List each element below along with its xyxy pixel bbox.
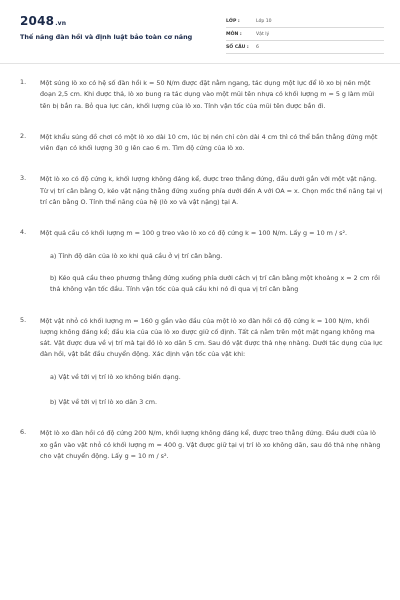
sub-question: a) Vật về tới vị trí lò xo không biến dạng. <box>50 372 181 381</box>
header-divider <box>0 63 400 64</box>
page-header <box>0 0 400 62</box>
meta-value: 6 <box>256 45 259 50</box>
meta-row-subject <box>226 30 384 41</box>
question-number: 1. <box>20 78 27 86</box>
question-number: 6. <box>20 428 27 437</box>
logo-main: 2048 <box>20 14 55 28</box>
question-item <box>20 174 384 208</box>
question-number: 4. <box>20 228 27 237</box>
sub-question: b) Vật về tới vị trí lò xo dãn 3 cm. <box>50 398 158 407</box>
question-number: 5. <box>20 315 27 324</box>
meta-value: Vật lý <box>256 32 270 37</box>
meta-label: SỐ CÂU : <box>226 45 249 50</box>
question-item <box>20 132 384 155</box>
meta-row-question-count <box>226 43 384 54</box>
question-list <box>20 78 384 482</box>
sub-question: b) Kéo quả cầu theo phương thẳng đứng xuống phía dưới cách vị trí cân bằng một khoảng x = 2 cm rồi thả không vận tốc đầu. Tính vận tốc của quả cầu khi nó đi qua vị trí cân bằng <box>50 273 380 294</box>
question-text: Một khẩu súng đồ chơi có một lò xo dài 10 cm, lúc bị nén chỉ còn dài 4 cm thì có thể bắn thẳng đứng một viên đạn có khối lượng 30 g lên cao 6 m. Tìm độ cứng của lò xo. <box>40 132 378 153</box>
meta-label: MÔN : <box>226 32 242 37</box>
question-item <box>20 228 384 295</box>
question-number: 2. <box>20 131 27 140</box>
sub-question: a) Tính độ dãn của lò xo khi quả cầu ở vị trí cân bằng. <box>50 251 223 260</box>
question-number: 3. <box>20 174 27 183</box>
question-text: Một quả cầu có khối lượng m = 100 g treo vào lò xo có độ cứng k = 100 N/m. Lấy g = 10 m / s². <box>40 229 348 238</box>
meta-value: Lớp 10 <box>256 19 272 24</box>
question-item <box>20 316 384 409</box>
question-text: Một vật nhỏ có khối lượng m = 160 g gắn vào đầu của một lò xo đàn hồi có độ cứng k = 100 N/m, khối lượng không đáng kể; đầu kia của của lò xo được giữ cố định. Tất cả nằm trên một mặt ngang không ma sát. Vật được đưa về vị trí mà tại đó lò xo dãn 5 cm. Sau đó vật được thả nhẹ nhàng. Dưới tác dụng của lực đàn hồi, vật bắt đầu chuyển động. Xác định vận tốc của vật khi: <box>40 316 383 359</box>
question-item <box>20 78 384 112</box>
question-text: Một lò xo có độ cứng k, khối lượng không đáng kể, được treo thẳng đứng, đầu dưới gắn với một vật nặng. Từ vị trí cân bằng O, kéo vật nặng thẳng đứng xuống phía dưới đến A với OA = x. Chọn mốc thế năng tại vị trí cân bằng O. Tính thế năng của hệ (lò xo và vật nặng) tại A. <box>40 175 383 207</box>
question-item <box>20 428 384 462</box>
logo-suffix: .vn <box>55 20 67 27</box>
meta-label: LỚP : <box>226 19 240 24</box>
document-title: Thế năng đàn hồi và định luật bảo toàn cơ năng <box>20 33 193 41</box>
question-text: Một súng lò xo có hệ số đàn hồi k = 50 N/m được đặt nằm ngang, tác dụng một lực để lò xo bị nén một đoạn 2,5 cm. Khi được thả, lò xo bung ra tác dụng vào một mũi tên nhựa có khối lượng m = 5 g làm mũi tên bị bắn ra. Bỏ qua lực cản, khối lượng của lò xo. Tính vận tốc của mũi tên được bắn đi. <box>40 79 375 110</box>
question-text: Một lò xo đàn hồi có độ cứng 200 N/m, khối lượng không đáng kể, được treo thẳng đứng. Đầu dưới của lò xo gắn vào vật nhỏ có khối lượng m = 400 g. Vật được giữ tại vị trí lò xo không dãn, sau đó thả nhẹ nhàng cho vật chuyển động. Lấy g = 10 m / s². <box>40 429 381 460</box>
meta-row-class <box>226 17 384 28</box>
meta-info <box>226 17 384 56</box>
site-logo[interactable] <box>20 14 66 28</box>
